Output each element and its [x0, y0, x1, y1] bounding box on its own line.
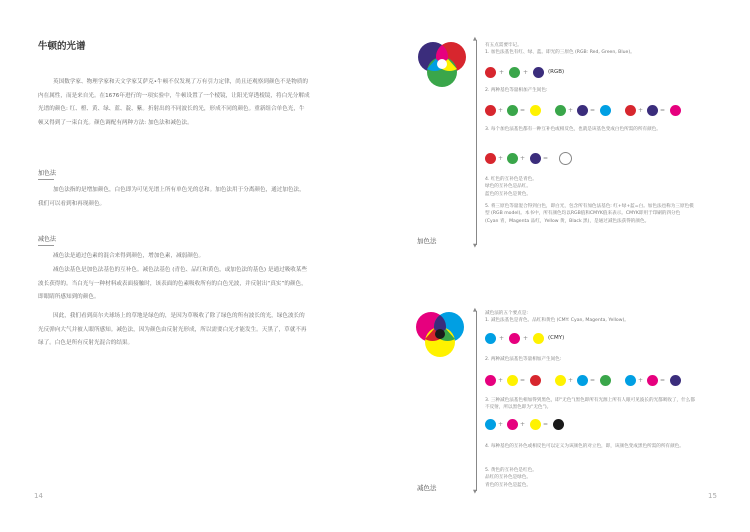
arrow-down-icon: ▼ [473, 489, 477, 495]
page-number-left: 14 [34, 492, 43, 500]
blue-swatch [533, 67, 544, 78]
cmy-venn-diagram [412, 308, 468, 364]
additive-heading: 加色法 [38, 170, 57, 177]
additive-secondary-equations: + = + = + = [485, 105, 695, 116]
subtractive-side-label: 减色法 [417, 484, 437, 492]
additive-note-1: 有五点需要牢记。 1. 加色法基色有红、绿、蓝。即光的三原色 (RGB: Red, Green, Blue)。 [485, 43, 635, 56]
rgb-equation: + + (RGB) [485, 67, 575, 78]
black-swatch [553, 419, 564, 430]
additive-paragraph: 加色法指的是增加颜色，白色即为可见光谱上所有单色光的总和。加色法用于分离颜色，通过加色法，我们可以看到和再现颜色。 [38, 187, 305, 207]
subtractive-secondary-equations: + = + = + = [485, 375, 695, 386]
additive-white-equation: + + = [485, 153, 585, 164]
additive-note-5: 5. 将三原色等量混合得到白色，即白光，包含所有加色法基色: 红+绿+蓝=白。加色法也称为三原色模型 (RGB model)。本书中，所有颜色均以RGB值和CMYK值来表示。CMYK即用于印刷的四分色 (Cyan 青，Magenta 品红，Yellow 黄，Black 黑)，是通过减色法获得的颜色。 [485, 204, 694, 224]
yellow-swatch [533, 333, 544, 344]
subtractive-paragraph-3: 因此，我们看到高尔夫球场上的草地是绿色的，是因为草吸收了除了绿色的所有波长的光，绿色波长的光反弹向大气并被人眼所感知。减色法，因为颜色由反射光形成，所以需要白光才能发生。天黑了，草就不再绿了。白色是所有反射光混合的结果。 [38, 313, 307, 346]
subtractive-note-3: 3. 三种减色法基色相加得到黑色，即“无色”(黑色即所有光源上所有人眼可见波长的光都吸收了，什么都不反射，所以黑色即为“无色”)。 [485, 398, 695, 411]
subtractive-note-5: 5. 黄色的互补色是红色。 品红的互补色是绿色。 青色的互补色是蓝色。 [485, 468, 537, 488]
red-swatch [485, 67, 496, 78]
white-swatch [559, 152, 572, 165]
additive-note-4: 4. 红色的互补色是青色。 绿色的互补色是品红。 蓝色的互补色是黄色。 [485, 177, 537, 197]
magenta-swatch [509, 333, 520, 344]
arrow-up-icon: ▲ [473, 36, 477, 42]
subtractive-note-1: 减色法的五个要点是: 1. 减色法基色是青色、品红和黄色 (CMY: Cyan, Magenta, Yellow)。 [485, 311, 629, 324]
page-number-right: 15 [708, 492, 717, 500]
additive-note-2: 2. 两种基色等量相加产生间色: [485, 88, 548, 93]
subtractive-bracket-line [476, 311, 477, 491]
rgb-venn-diagram [414, 38, 470, 94]
subtractive-heading-rule [38, 245, 54, 246]
subtractive-note-4: 4. 每种基色的互补色或相反色可以定义为该颜色的对立色，即，该颜色变成黑色所需的所有颜色。 [485, 444, 684, 449]
subtractive-paragraph-2: 减色法基色是加色法基色的互补色。减色法基色 (青色、品红和黄色，或加色法的基色) 是通过吸收某些波长获得的。当白光与一种材料或表面接触时，该表面的色素吸收所有的白色光波，并反射出“真实”的颜色，即眼睛所感知到的颜色。 [38, 267, 308, 300]
additive-side-label: 加色法 [417, 237, 437, 245]
additive-bracket-line [476, 40, 477, 245]
intro-paragraph: 英国数学家、物理学家和天文学家艾萨克•牛顿不仅发现了万有引力定律，尚且还观察到颜色不是物质的内在属性，而是来自光。在1676年进行的一项实验中，牛顿设置了一个棱镜，让阳光穿透棱镜，将白光分解成光谱的颜色: 红、橙、黄、绿、蓝、靛、紫。折射出的不同波长的光，形成不同的颜色。重新组合单色光，牛顿又得到了一束白光。颜色调配有两种方法: 加色法和减色法。 [38, 79, 310, 126]
arrow-up-icon: ▲ [473, 307, 477, 313]
arrow-down-icon: ▼ [473, 243, 477, 249]
cyan-swatch [485, 333, 496, 344]
green-swatch [509, 67, 520, 78]
subtractive-paragraph-1: 减色法是通过色素的混合来得到颜色，增加色素，减弱颜色。 [53, 253, 205, 259]
subtractive-note-2: 2. 两种减色法基色等量相加产生间色: [485, 357, 562, 362]
rgb-tag: (RGB) [548, 69, 565, 75]
cmy-equation: + + (CMY) [485, 333, 585, 344]
cmy-tag: (CMY) [548, 335, 565, 341]
page-title: 牛顿的光谱 [38, 41, 86, 52]
subtractive-black-equation: + + = [485, 419, 585, 430]
additive-note-3: 3. 每个加色法基色都有一种互补色或相反色，也就是该基色变成白色所需的所有颜色。 [485, 127, 661, 132]
additive-heading-rule [38, 179, 54, 180]
subtractive-heading: 减色法 [38, 236, 57, 243]
